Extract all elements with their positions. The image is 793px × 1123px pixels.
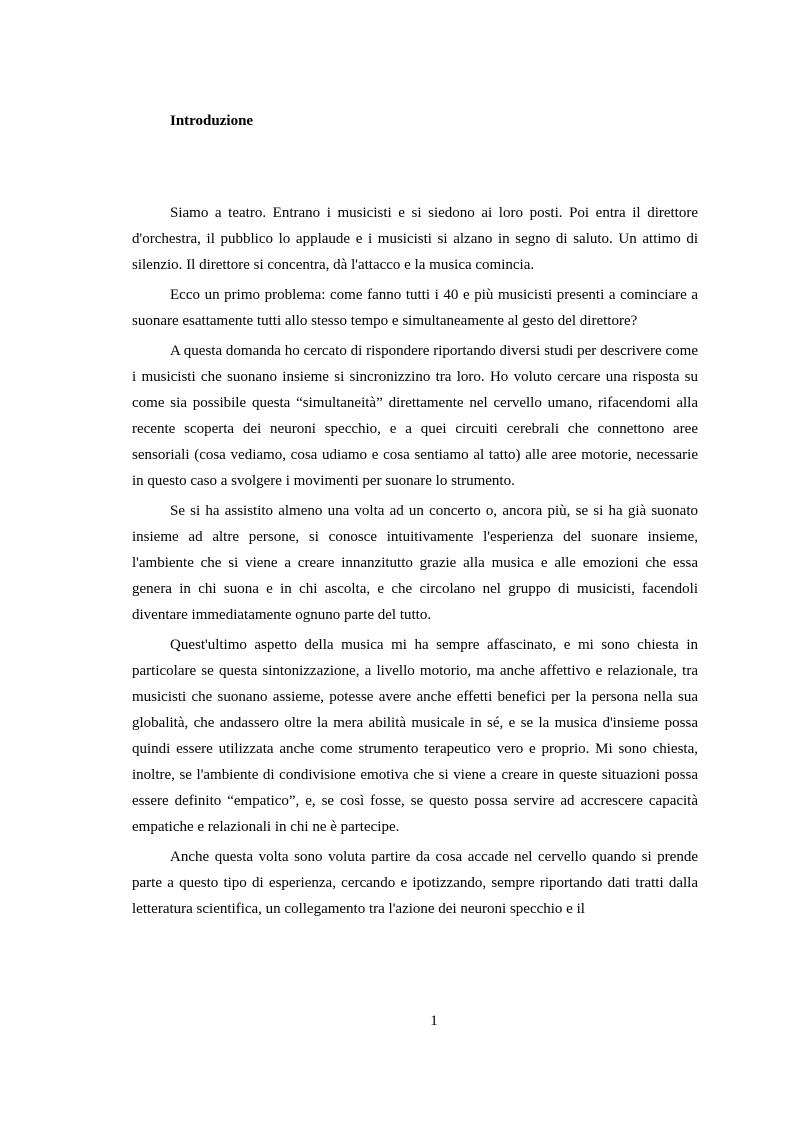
body-text: [132, 200, 698, 926]
paragraph: A questa domanda ho cercato di rispondere riportando diversi studi per descrivere come i musicisti che suonano insieme si sincronizzino tra loro. Ho voluto cercare una risposta su come sia possibile questa “simultaneità” direttamente nel cervello umano, rifacendomi alla recente scoperta dei neuroni specchio, e a quei circuiti cerebrali che connettono aree sensoriali (cosa vediamo, cosa udiamo e cosa sentiamo al tatto) alle aree motorie, necessarie in questo caso a svolgere i movimenti per suonare lo strumento.: [132, 343, 698, 489]
paragraph: Se si ha assistito almeno una volta ad un concerto o, ancora più, se si ha già suonato insieme ad altre persone, si conosce intuitivamente l'esperienza del suonare insieme, l'ambiente che si viene a creare innanzitutto grazie alla musica e alle emozioni che essa genera in chi suona e in chi ascolta, e che circolano nel gruppo di musicisti, facendoli diventare immediatamente ognuno parte del tutto.: [132, 503, 698, 623]
page-number: 1: [430, 1013, 438, 1029]
paragraph: Siamo a teatro. Entrano i musicisti e si siedono ai loro posti. Poi entra il direttore d'orchestra, il pubblico lo applaude e i musicisti si alzano in segno di saluto. Un attimo di silenzio. Il direttore si concentra, dà l'attacco e la musica comincia.: [132, 205, 698, 273]
paragraph: Anche questa volta sono voluta partire da cosa accade nel cervello quando si prende parte a questo tipo di esperienza, cercando e ipotizzando, sempre riportando dati tratti dalla letteratura scientifica, un collegamento tra l'azione dei neuroni specchio e il: [132, 849, 698, 917]
paragraph: Ecco un primo problema: come fanno tutti i 40 e più musicisti presenti a cominciare a suonare esattamente tutti allo stesso tempo e simultaneamente al gesto del direttore?: [132, 287, 698, 329]
paragraph: Quest'ultimo aspetto della musica mi ha sempre affascinato, e mi sono chiesta in particolare se questa sintonizzazione, a livello motorio, ma anche affettivo e relazionale, tra musicisti che suonano assieme, potesse avere anche effetti benefici per la persona nella sua globalità, che andassero oltre la mera abilità musicale in sé, e se la musica d'insieme possa quindi essere utilizzata anche come strumento terapeutico vero e proprio. Mi sono chiesta, inoltre, se l'ambiente di condivisione emotiva che si viene a creare in queste situazioni possa essere definito “empatico”, e, se così fosse, se questo possa servire ad accrescere capacità empatiche e relazionali in chi ne è partecipe.: [132, 637, 698, 835]
section-heading: Introduzione: [170, 113, 254, 129]
